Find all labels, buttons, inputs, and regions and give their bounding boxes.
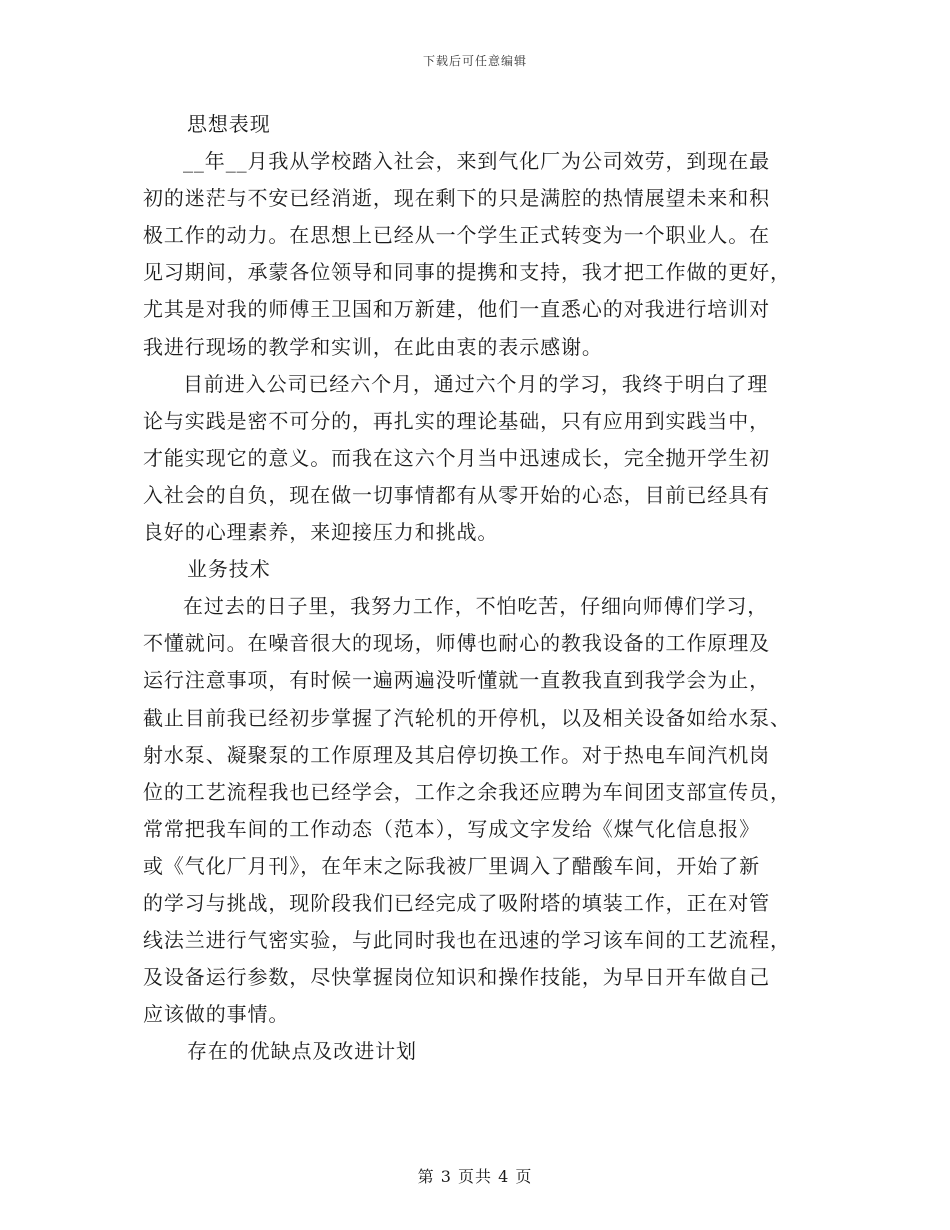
text-line: 极工作的动力。在思想上已经从一个学生正式转变为一个职业人。在 — [143, 223, 770, 248]
paragraph-business-1 — [143, 588, 803, 1033]
text-line: 尤其是对我的师傅王卫国和万新建，他们一直悉心的对我进行培训对 — [143, 297, 770, 322]
paragraph-thought-1 — [143, 143, 803, 366]
text-line: 我进行现场的教学和实训，在此由衷的表示感谢。 — [143, 334, 603, 359]
section-heading-business: 业务技术 — [187, 557, 271, 582]
text-line: 不懂就问。在噪音很大的现场，师傅也耐心的教我设备的工作原理及 — [143, 631, 770, 656]
text-line: 目前进入公司已经六个月，通过六个月的学习，我终于明白了理 — [183, 371, 769, 396]
text-line: 初的迷茫与不安已经消逝，现在剩下的只是满腔的热情展望未来和积 — [143, 186, 770, 211]
text-line: 位的工艺流程我也已经学会，工作之余我还应聘为车间团支部宣传员， — [143, 779, 791, 804]
section-heading-improvement: 存在的优缺点及改进计划 — [187, 1039, 417, 1064]
text-line: 才能实现它的意义。而我在这六个月当中迅速成长，完全抛开学生初 — [143, 445, 770, 470]
paragraph-thought-2 — [143, 366, 803, 551]
text-line: 或《气化厂月刊》，在年末之际我被厂里调入了醋酸车间，开始了新 — [143, 853, 760, 878]
text-line: 良好的心理素养，来迎接压力和挑战。 — [143, 520, 499, 545]
text-line: __年__月我从学校踏入社会，来到气化厂为公司效劳，到现在最 — [183, 149, 770, 174]
text-line: 应该做的事情。 — [143, 1002, 290, 1027]
text-line: 线法兰进行气密实验，与此同时我也在迅速的学习该车间的工艺流程， — [143, 928, 791, 953]
text-line: 入社会的自负，现在做一切事情都有从零开始的心态，目前已经具有 — [143, 482, 770, 507]
text-line: 运行注意事项，有时候一遍两遍没听懂就一直教我直到我学会为止， — [143, 668, 770, 693]
text-line: 常常把我车间的工作动态（范本），写成文字发给《煤气化信息报》 — [143, 816, 760, 841]
text-line: 截止目前我已经初步掌握了汽轮机的开停机，以及相关设备如给水泵、 — [143, 705, 791, 730]
text-line: 在过去的日子里，我努力工作，不怕吃苦，仔细向师傅们学习， — [183, 594, 769, 619]
text-line: 的学习与挑战，现阶段我们已经完成了吸附塔的填装工作，正在对管 — [143, 890, 770, 915]
text-line: 射水泵、凝聚泵的工作原理及其启停切换工作。对于热电车间汽机岗 — [143, 742, 770, 767]
text-line: 论与实践是密不可分的，再扎实的理论基础，只有应用到实践当中， — [143, 408, 770, 433]
document-body — [143, 106, 803, 1070]
text-line: 见习期间，承蒙各位领导和同事的提携和支持，我才把工作做的更好， — [143, 260, 791, 285]
page-header-note: 下载后可任意编辑 — [422, 54, 527, 68]
section-heading-thought: 思想表现 — [187, 112, 271, 136]
text-line: 及设备运行参数，尽快掌握岗位知识和操作技能，为早日开车做自己 — [143, 965, 770, 990]
page-number: 第 3 页共 4 页 — [417, 1167, 533, 1186]
